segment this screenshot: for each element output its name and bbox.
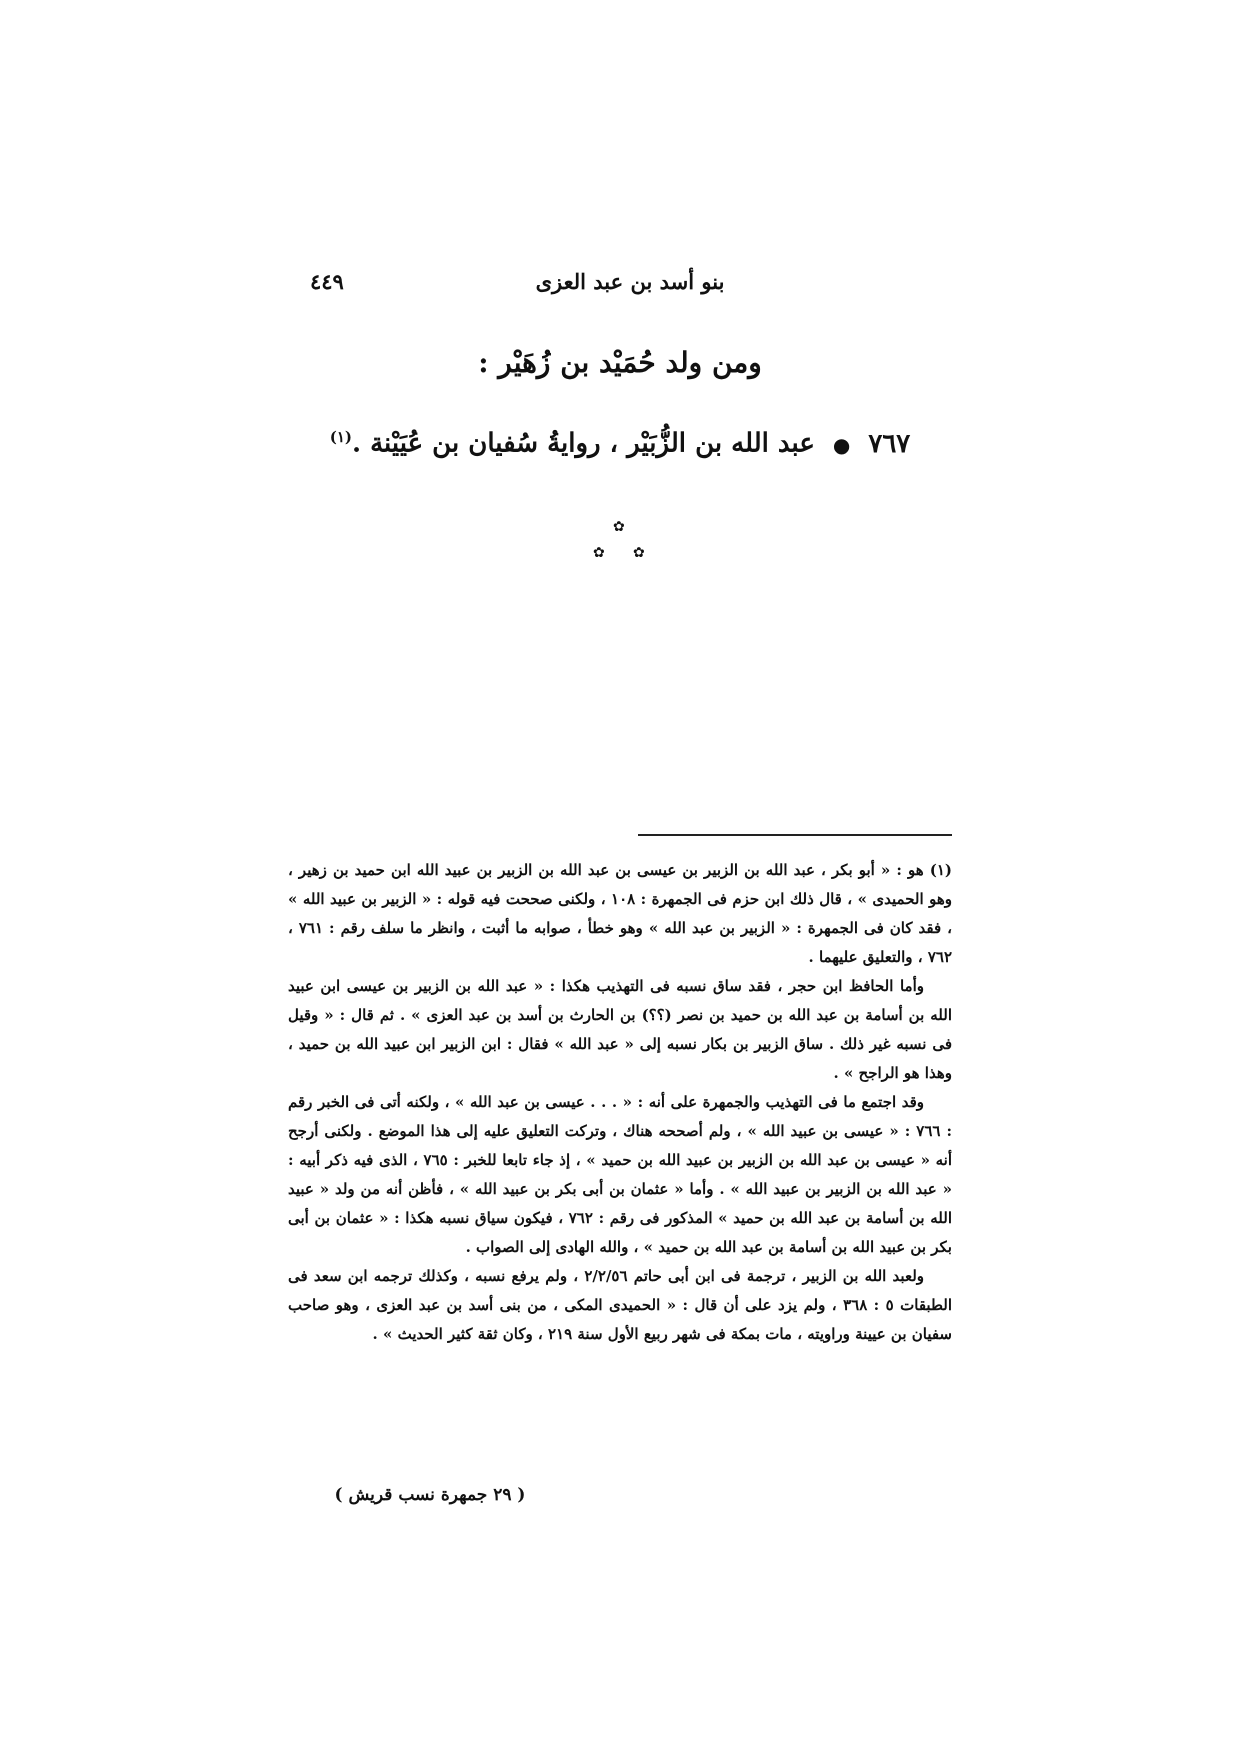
entry-number: ٧٦٧ xyxy=(868,428,911,459)
bullet-icon: ● xyxy=(832,432,851,457)
footnote-paragraph: ولعبد الله بن الزبير ، ترجمة فى ابن أبى حاتم ٢/٢/٥٦ ، ولم يرفع نسبه ، وكذلك ترجمه ابن سعد فى الطبقات ٥ : ٣٦٨ ، ولم يزد على أن قال : « الحميدى المكى ، من بنى أسد بن عبد العزى ، وهو صاحب سفيان بن عيينة وراويته ، مات بمكة فى شهر ربيع الأول سنة ٢١٩ ، وكان ثقة كثير الحديث » . xyxy=(288,1267,952,1343)
ornament-stars xyxy=(590,520,650,570)
entry-text: عبد الله بن الزُّبَيْر ، روايةُ سُفيان بن عُيَيْنة . xyxy=(352,428,815,459)
star-icon: ✿ xyxy=(593,545,605,561)
running-title: بنو أسد بن عبد العزى xyxy=(535,269,725,294)
page-number: ٤٤٩ xyxy=(310,269,344,294)
star-icon: ✿ xyxy=(613,519,625,535)
section-heading: ومن ولد حُمَيْد بن زُهَيْر : xyxy=(478,346,762,379)
footnote-ref: (١) xyxy=(329,428,353,446)
entry-767 xyxy=(300,412,940,470)
footnotes xyxy=(288,856,952,1349)
star-icon: ✿ xyxy=(633,545,645,561)
signature-mark: ( ٢٩ جمهرة نسب قريش ) xyxy=(334,1485,526,1505)
running-header xyxy=(310,262,950,302)
footnote-paragraph: وأما الحافظ ابن حجر ، فقد ساق نسبه فى التهذيب هكذا : « عبد الله بن الزبير بن عيسى ابن عبيد الله بن أسامة بن عبد الله بن حميد بن نصر (؟؟) بن الحارث بن أسد بن عبد العزى » . ثم قال : « وقيل فى نسبه غير ذلك . ساق الزبير بن بكار نسبه إلى « عبد الله » فقال : ابن الزبير ابن عبيد الله بن حميد ، وهذا هو الراجح » . xyxy=(288,977,952,1082)
footnote-paragraph: (١) هو : « أبو بكر ، عبد الله بن الزبير بن عيسى بن عبد الله بن الزبير بن عبيد الله ابن حميد بن زهير ، وهو الحميدى » ، قال ذلك ابن حزم فى الجمهرة : ١٠٨ ، ولكنى صححت فيه قوله : « الزبير بن عبيد الله » ، فقد كان فى الجمهرة : « الزبير بن عبد الله » وهو خطأ ، صوابه ما أثبت ، وانظر ما سلف رقم : ٧٦١ ، ٧٦٢ ، والتعليق عليهما . xyxy=(288,861,953,966)
footnote-divider xyxy=(638,834,952,836)
footnote-paragraph: وقد اجتمع ما فى التهذيب والجمهرة على أنه : « . . . عيسى بن عبد الله » ، ولكنه أتى فى الخبر رقم : ٧٦٦ : « عيسى بن عبيد الله » ، ولم أصححه هناك ، وتركت التعليق عليه إلى هذا الموضع . ولكنى أرجح أنه « عيسى بن عبد الله بن الزبير بن عبيد الله بن حميد » ، إذ جاء تابعا للخبر : ٧٦٥ ، الذى فيه ذكر أبيه : « عبد الله بن الزبير بن عبيد الله » . وأما « عثمان بن أبى بكر بن عبيد الله » ، فأظن أنه من ولد « عبيد الله بن أسامة بن عبد الله بن حميد » المذكور فى رقم : ٧٦٢ ، فيكون سياق نسبه هكذا : « عثمان بن أبى بكر بن عبيد الله بن أسامة بن عبد الله بن حميد » ، والله الهادى إلى الصواب . xyxy=(288,1093,953,1256)
